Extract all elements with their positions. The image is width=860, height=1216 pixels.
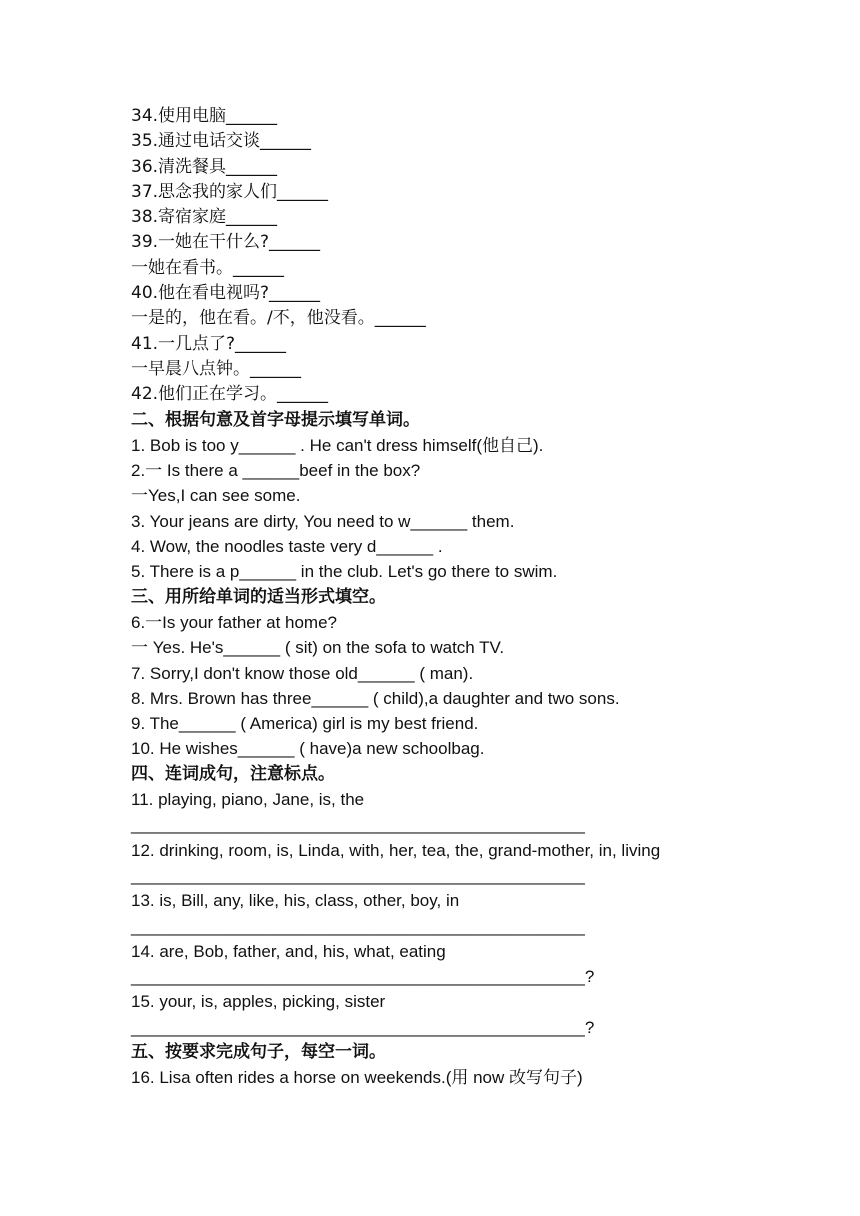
answer-blank-line: ________________________________________________: [131, 916, 585, 936]
question-40-a: 40.他在看电视吗?______: [131, 283, 321, 304]
section-2-line: 5. There is a p______ in the club. Let's go there to swim.: [131, 562, 558, 582]
question-38: 38.寄宿家庭______: [131, 207, 278, 228]
section-2-line: 4. Wow, the noodles taste very d______ .: [131, 537, 443, 557]
question-36: 36.清洗餐具______: [131, 156, 278, 177]
section-3-line: 6.一Is your father at home?: [131, 612, 337, 632]
section-4-prompt: 13. is, Bill, any, like, his, class, other, boy, in: [131, 891, 460, 911]
worksheet-content: [131, 104, 831, 1091]
answer-blank-line: ________________________________________________?: [131, 1017, 595, 1037]
section-4-prompt: 11. playing, piano, Jane, is, the: [131, 790, 365, 810]
section-3-line: 10. He wishes______ ( have)a new schoolbag.: [131, 739, 485, 759]
section-4-prompt: 14. are, Bob, father, and, his, what, eating: [131, 941, 446, 961]
section-2-heading: 二、根据句意及首字母提示填写单词。: [131, 409, 420, 430]
section-2-line: 2.一 Is there a ______beef in the box?: [131, 461, 421, 481]
section-4-prompt: 15. your, is, apples, picking, sister: [131, 992, 386, 1012]
question-39-a: 39.一她在干什么?______: [131, 232, 321, 253]
section-5-line: 16. Lisa often rides a horse on weekends.(用 now 改写句子): [131, 1068, 583, 1088]
section-3-line: 8. Mrs. Brown has three______ ( child),a daughter and two sons.: [131, 688, 620, 708]
section-5-heading: 五、按要求完成句子，每空一词。: [131, 1041, 386, 1062]
section-3-line: 9. The______ ( America) girl is my best friend.: [131, 714, 479, 734]
section-3-line: 7. Sorry,I don't know those old______ ( man).: [131, 663, 474, 683]
answer-blank-line: ________________________________________________?: [131, 967, 595, 987]
question-40-b: 一是的，他在看。/不，他没看。______: [131, 308, 426, 329]
answer-blank-line: ________________________________________________: [131, 865, 585, 885]
answer-blank-line: ________________________________________________: [131, 815, 585, 835]
question-34: 34.使用电脑______: [131, 106, 278, 126]
section-2-line: 一Yes,I can see some.: [131, 486, 301, 506]
section-4-heading: 四、连词成句，注意标点。: [131, 763, 335, 784]
question-42: 42.他们正在学习。______: [131, 384, 329, 405]
section-3-heading: 三、用所给单词的适当形式填空。: [131, 586, 386, 607]
section-4-prompt: 12. drinking, room, is, Linda, with, her, tea, the, grand-mother, in, living: [131, 840, 661, 860]
question-41-a: 41.一几点了?______: [131, 333, 287, 354]
section-3-line: 一 Yes. He's______ ( sit) on the sofa to watch TV.: [131, 638, 505, 658]
section-2-line: 3. Your jeans are dirty, You need to w______ them.: [131, 511, 515, 531]
question-35: 35.通过电话交谈______: [131, 131, 312, 152]
section-2-line: 1. Bob is too y______ . He can't dress himself(他自己).: [131, 435, 544, 455]
question-39-b: 一她在看书。______: [131, 257, 284, 278]
question-41-b: 一早晨八点钟。______: [131, 358, 301, 379]
question-37: 37.思念我的家人们______: [131, 181, 329, 202]
